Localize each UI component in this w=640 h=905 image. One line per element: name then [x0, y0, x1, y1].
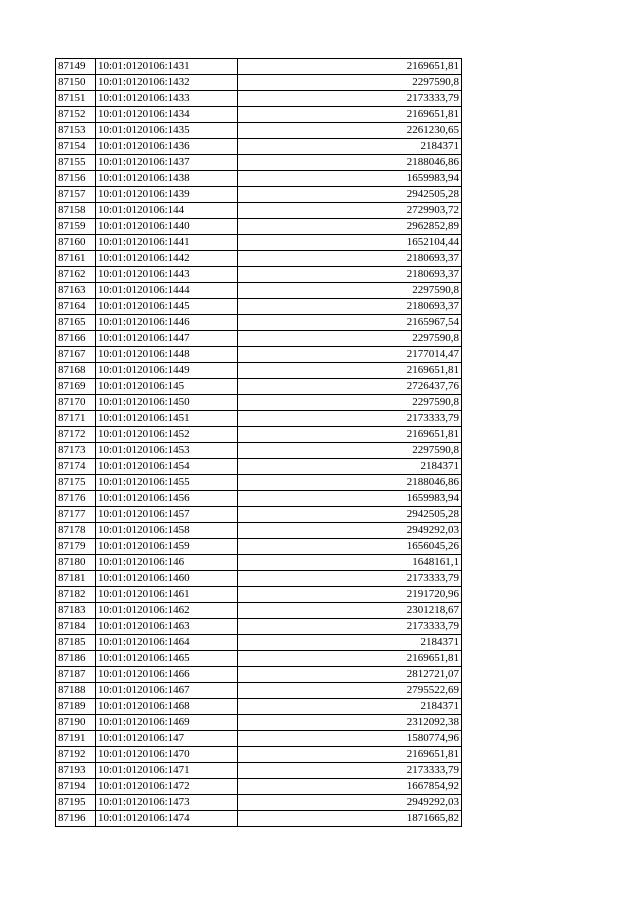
table-row [56, 795, 462, 811]
table-row [56, 427, 462, 443]
cadastral-number-cell: 10:01:0120106:1438 [96, 171, 238, 187]
cadastral-number-cell: 10:01:0120106:1453 [96, 443, 238, 459]
row-number-cell: 87188 [56, 683, 96, 699]
cadastral-number-cell: 10:01:0120106:1450 [96, 395, 238, 411]
table-row [56, 267, 462, 283]
row-number-cell: 87151 [56, 91, 96, 107]
row-number-cell: 87189 [56, 699, 96, 715]
table-row [56, 699, 462, 715]
table-row [56, 331, 462, 347]
row-number-cell: 87191 [56, 731, 96, 747]
cadastral-number-cell: 10:01:0120106:146 [96, 555, 238, 571]
table-row [56, 667, 462, 683]
value-cell: 2169651,81 [238, 363, 462, 379]
value-cell: 2180693,37 [238, 299, 462, 315]
cadastral-number-cell: 10:01:0120106:1457 [96, 507, 238, 523]
value-cell: 2184371 [238, 699, 462, 715]
value-cell: 2812721,07 [238, 667, 462, 683]
value-cell: 2726437,76 [238, 379, 462, 395]
table-row [56, 683, 462, 699]
table-row [56, 59, 462, 75]
table-row [56, 731, 462, 747]
value-cell: 2184371 [238, 635, 462, 651]
table-row [56, 139, 462, 155]
table-row [56, 763, 462, 779]
row-number-cell: 87158 [56, 203, 96, 219]
row-number-cell: 87182 [56, 587, 96, 603]
cadastral-number-cell: 10:01:0120106:1439 [96, 187, 238, 203]
value-cell: 2169651,81 [238, 747, 462, 763]
value-cell: 2297590,8 [238, 331, 462, 347]
row-number-cell: 87157 [56, 187, 96, 203]
row-number-cell: 87190 [56, 715, 96, 731]
table-row [56, 603, 462, 619]
table-row [56, 491, 462, 507]
table-row [56, 283, 462, 299]
cadastral-number-cell: 10:01:0120106:1445 [96, 299, 238, 315]
value-cell: 2729903,72 [238, 203, 462, 219]
row-number-cell: 87162 [56, 267, 96, 283]
cadastral-number-cell: 10:01:0120106:1455 [96, 475, 238, 491]
value-cell: 2165967,54 [238, 315, 462, 331]
cadastral-number-cell: 10:01:0120106:1440 [96, 219, 238, 235]
cadastral-number-cell: 10:01:0120106:1448 [96, 347, 238, 363]
row-number-cell: 87161 [56, 251, 96, 267]
row-number-cell: 87153 [56, 123, 96, 139]
row-number-cell: 87186 [56, 651, 96, 667]
cadastral-number-cell: 10:01:0120106:1454 [96, 459, 238, 475]
cadastral-number-cell: 10:01:0120106:1443 [96, 267, 238, 283]
value-cell: 2173333,79 [238, 91, 462, 107]
table-row [56, 555, 462, 571]
table-row [56, 315, 462, 331]
cadastral-number-cell: 10:01:0120106:1437 [96, 155, 238, 171]
row-number-cell: 87171 [56, 411, 96, 427]
value-cell: 2261230,65 [238, 123, 462, 139]
table-row [56, 779, 462, 795]
cadastral-number-cell: 10:01:0120106:1434 [96, 107, 238, 123]
cadastral-number-cell: 10:01:0120106:1466 [96, 667, 238, 683]
table-row [56, 635, 462, 651]
value-cell: 1667854,92 [238, 779, 462, 795]
cadastral-number-cell: 10:01:0120106:1431 [96, 59, 238, 75]
table-row [56, 299, 462, 315]
cadastral-number-cell: 10:01:0120106:1442 [96, 251, 238, 267]
row-number-cell: 87179 [56, 539, 96, 555]
row-number-cell: 87160 [56, 235, 96, 251]
table-row [56, 75, 462, 91]
cadastral-number-cell: 10:01:0120106:1444 [96, 283, 238, 299]
value-cell: 2173333,79 [238, 763, 462, 779]
row-number-cell: 87193 [56, 763, 96, 779]
cadastral-number-cell: 10:01:0120106:1468 [96, 699, 238, 715]
table-row [56, 747, 462, 763]
value-cell: 2180693,37 [238, 251, 462, 267]
row-number-cell: 87169 [56, 379, 96, 395]
row-number-cell: 87195 [56, 795, 96, 811]
value-cell: 2297590,8 [238, 283, 462, 299]
cadastral-number-cell: 10:01:0120106:1471 [96, 763, 238, 779]
row-number-cell: 87176 [56, 491, 96, 507]
row-number-cell: 87165 [56, 315, 96, 331]
table-row [56, 379, 462, 395]
cadastral-number-cell: 10:01:0120106:1469 [96, 715, 238, 731]
value-cell: 2173333,79 [238, 571, 462, 587]
row-number-cell: 87196 [56, 811, 96, 827]
table-row [56, 411, 462, 427]
row-number-cell: 87166 [56, 331, 96, 347]
table-row [56, 443, 462, 459]
value-cell: 1659983,94 [238, 171, 462, 187]
row-number-cell: 87164 [56, 299, 96, 315]
table-row [56, 715, 462, 731]
row-number-cell: 87175 [56, 475, 96, 491]
value-cell: 2184371 [238, 459, 462, 475]
table-row [56, 251, 462, 267]
value-cell: 2297590,8 [238, 395, 462, 411]
table-row [56, 107, 462, 123]
row-number-cell: 87170 [56, 395, 96, 411]
row-number-cell: 87185 [56, 635, 96, 651]
cadastral-number-cell: 10:01:0120106:1436 [96, 139, 238, 155]
value-cell: 2180693,37 [238, 267, 462, 283]
value-cell: 2297590,8 [238, 75, 462, 91]
value-cell: 1652104,44 [238, 235, 462, 251]
table-row [56, 347, 462, 363]
cadastral-number-cell: 10:01:0120106:1433 [96, 91, 238, 107]
value-cell: 2169651,81 [238, 427, 462, 443]
row-number-cell: 87177 [56, 507, 96, 523]
cadastral-number-cell: 10:01:0120106:1460 [96, 571, 238, 587]
cadastral-number-cell: 10:01:0120106:1456 [96, 491, 238, 507]
cadastral-number-cell: 10:01:0120106:144 [96, 203, 238, 219]
row-number-cell: 87149 [56, 59, 96, 75]
cadastral-number-cell: 10:01:0120106:1464 [96, 635, 238, 651]
row-number-cell: 87181 [56, 571, 96, 587]
table-row [56, 619, 462, 635]
value-cell: 2188046,86 [238, 155, 462, 171]
cadastral-number-cell: 10:01:0120106:1446 [96, 315, 238, 331]
row-number-cell: 87154 [56, 139, 96, 155]
cadastral-number-cell: 10:01:0120106:1467 [96, 683, 238, 699]
row-number-cell: 87173 [56, 443, 96, 459]
table-row [56, 91, 462, 107]
row-number-cell: 87183 [56, 603, 96, 619]
table-row [56, 475, 462, 491]
value-cell: 2942505,28 [238, 507, 462, 523]
table-row [56, 507, 462, 523]
table-row [56, 187, 462, 203]
data-table [55, 58, 462, 827]
cadastral-number-cell: 10:01:0120106:1452 [96, 427, 238, 443]
value-cell: 2188046,86 [238, 475, 462, 491]
table-row [56, 523, 462, 539]
row-number-cell: 87180 [56, 555, 96, 571]
row-number-cell: 87178 [56, 523, 96, 539]
cadastral-number-cell: 10:01:0120106:1472 [96, 779, 238, 795]
value-cell: 2184371 [238, 139, 462, 155]
row-number-cell: 87194 [56, 779, 96, 795]
value-cell: 2169651,81 [238, 651, 462, 667]
cadastral-number-cell: 10:01:0120106:1470 [96, 747, 238, 763]
row-number-cell: 87172 [56, 427, 96, 443]
table-body [56, 59, 462, 827]
cadastral-number-cell: 10:01:0120106:1474 [96, 811, 238, 827]
cadastral-number-cell: 10:01:0120106:1461 [96, 587, 238, 603]
cadastral-number-cell: 10:01:0120106:1451 [96, 411, 238, 427]
value-cell: 1656045,26 [238, 539, 462, 555]
value-cell: 1659983,94 [238, 491, 462, 507]
value-cell: 2191720,96 [238, 587, 462, 603]
row-number-cell: 87192 [56, 747, 96, 763]
row-number-cell: 87150 [56, 75, 96, 91]
table-row [56, 235, 462, 251]
value-cell: 2173333,79 [238, 411, 462, 427]
value-cell: 1648161,1 [238, 555, 462, 571]
value-cell: 2962852,89 [238, 219, 462, 235]
value-cell: 2301218,67 [238, 603, 462, 619]
table-row [56, 203, 462, 219]
table-row [56, 171, 462, 187]
row-number-cell: 87168 [56, 363, 96, 379]
table-row [56, 459, 462, 475]
value-cell: 2949292,03 [238, 795, 462, 811]
table-row [56, 571, 462, 587]
row-number-cell: 87152 [56, 107, 96, 123]
value-cell: 2173333,79 [238, 619, 462, 635]
cadastral-number-cell: 10:01:0120106:1449 [96, 363, 238, 379]
value-cell: 2795522,69 [238, 683, 462, 699]
table-row [56, 155, 462, 171]
cadastral-number-cell: 10:01:0120106:1441 [96, 235, 238, 251]
row-number-cell: 87159 [56, 219, 96, 235]
cadastral-number-cell: 10:01:0120106:1463 [96, 619, 238, 635]
value-cell: 2169651,81 [238, 107, 462, 123]
row-number-cell: 87184 [56, 619, 96, 635]
cadastral-number-cell: 10:01:0120106:1435 [96, 123, 238, 139]
row-number-cell: 87174 [56, 459, 96, 475]
row-number-cell: 87155 [56, 155, 96, 171]
cadastral-number-cell: 10:01:0120106:1432 [96, 75, 238, 91]
table-row [56, 123, 462, 139]
value-cell: 2949292,03 [238, 523, 462, 539]
cadastral-number-cell: 10:01:0120106:1473 [96, 795, 238, 811]
cadastral-number-cell: 10:01:0120106:1465 [96, 651, 238, 667]
cadastral-number-cell: 10:01:0120106:1459 [96, 539, 238, 555]
value-cell: 2942505,28 [238, 187, 462, 203]
value-cell: 2177014,47 [238, 347, 462, 363]
value-cell: 2169651,81 [238, 59, 462, 75]
table-row [56, 219, 462, 235]
row-number-cell: 87187 [56, 667, 96, 683]
table-row [56, 811, 462, 827]
value-cell: 2312092,38 [238, 715, 462, 731]
table-row [56, 363, 462, 379]
row-number-cell: 87167 [56, 347, 96, 363]
cadastral-number-cell: 10:01:0120106:1462 [96, 603, 238, 619]
cadastral-number-cell: 10:01:0120106:1447 [96, 331, 238, 347]
value-cell: 1580774,96 [238, 731, 462, 747]
row-number-cell: 87163 [56, 283, 96, 299]
cadastral-number-cell: 10:01:0120106:145 [96, 379, 238, 395]
row-number-cell: 87156 [56, 171, 96, 187]
value-cell: 1871665,82 [238, 811, 462, 827]
table-row [56, 395, 462, 411]
table-row [56, 651, 462, 667]
table-row [56, 587, 462, 603]
cadastral-number-cell: 10:01:0120106:147 [96, 731, 238, 747]
value-cell: 2297590,8 [238, 443, 462, 459]
cadastral-number-cell: 10:01:0120106:1458 [96, 523, 238, 539]
table-row [56, 539, 462, 555]
